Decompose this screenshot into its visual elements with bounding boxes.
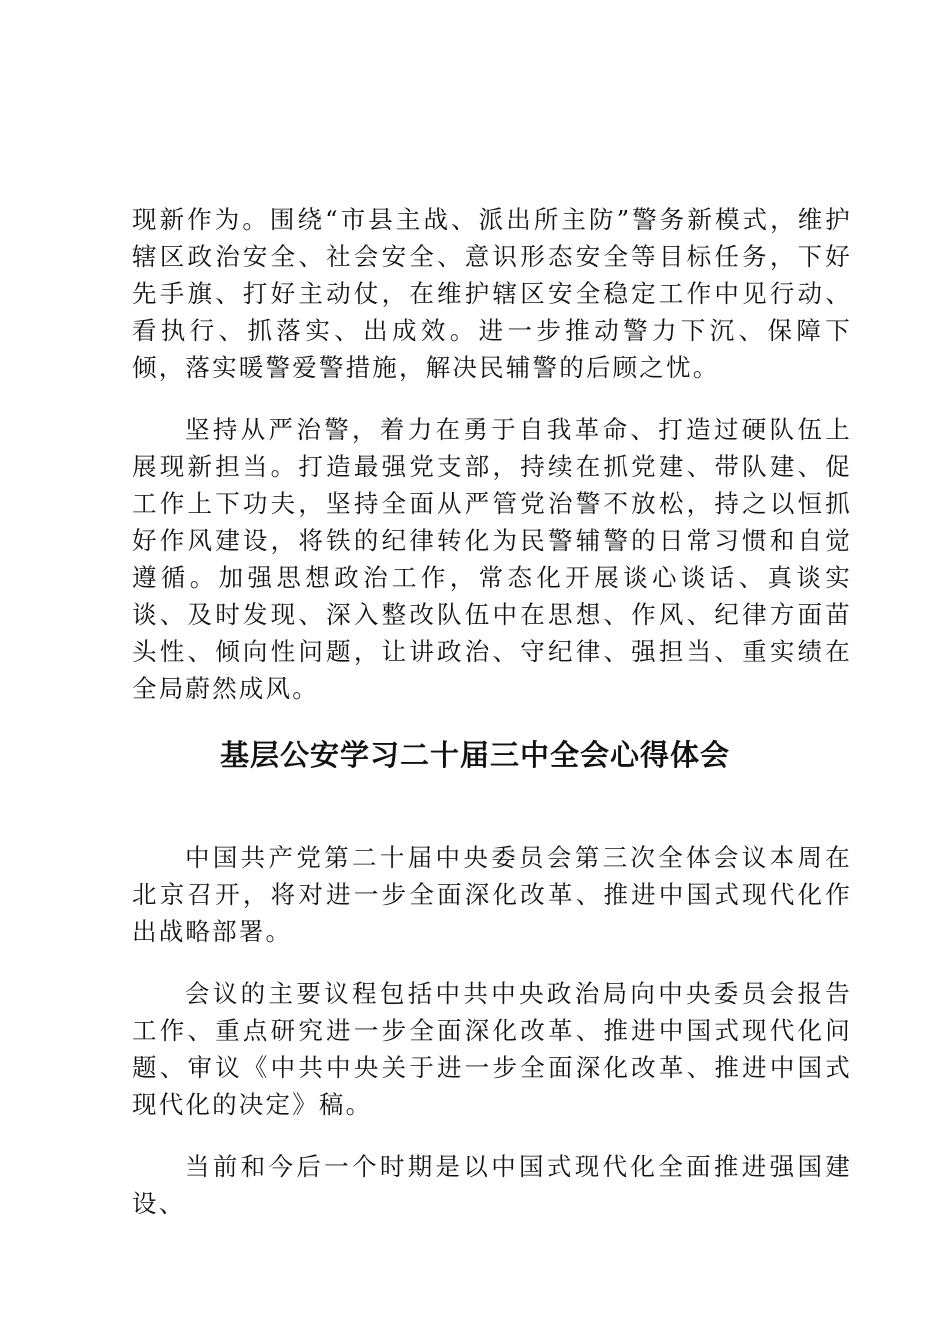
- paragraph-agenda: 会议的主要议程包括中共中央政治局向中央委员会报告工作、重点研究进一步全面深化改革、推进中国式现代化问题、审议《中共中央关于进一步全面深化改革、推进中国式现代化的决定》稿。: [132, 979, 852, 1119]
- paragraph-continued: 现新作为。围绕“市县主战、派出所主防”警务新模式，维护辖区政治安全、社会安全、意识形态安全等目标任务，下好先手旗、打好主动仗，在维护辖区安全稳定工作中见行动、看执行、抓落实、出成效。进一步推动警力下沉、保障下倾，落实暖警爱警措施，解决民辅警的后顾之忧。: [132, 205, 852, 382]
- paragraph-plenary-session: 中国共产党第二十届中央委员会第三次全体会议本周在北京召开，将对进一步全面深化改革、推进中国式现代化作出战略部署。: [132, 843, 852, 946]
- bottom-section: [132, 839, 852, 1222]
- paragraph-strict-police: 坚持从严治警，着力在勇于自我革命、打造过硬队伍上展现新担当。打造最强党支部，持续在抓党建、带队建、促工作上下功夫，坚持全面从严管党治警不放松，持之以恒抓好作风建设，将铁的纪律转化为民警辅警的日常习惯和自觉遵循。加强思想政治工作，常态化开展谈心谈话、真谈实谈、及时发现、深入整改队伍中在思想、作风、纪律方面苗头性、倾向性问题，让讲政治、守纪律、强担当、重实绩在全局蔚然成风。: [132, 415, 852, 703]
- paragraph-current-period: 当前和今后一个时期是以中国式现代化全面推进强国建设、: [132, 1152, 852, 1218]
- article-title: 基层公安学习二十届三中全会心得体会: [219, 738, 730, 772]
- top-section: [132, 201, 852, 707]
